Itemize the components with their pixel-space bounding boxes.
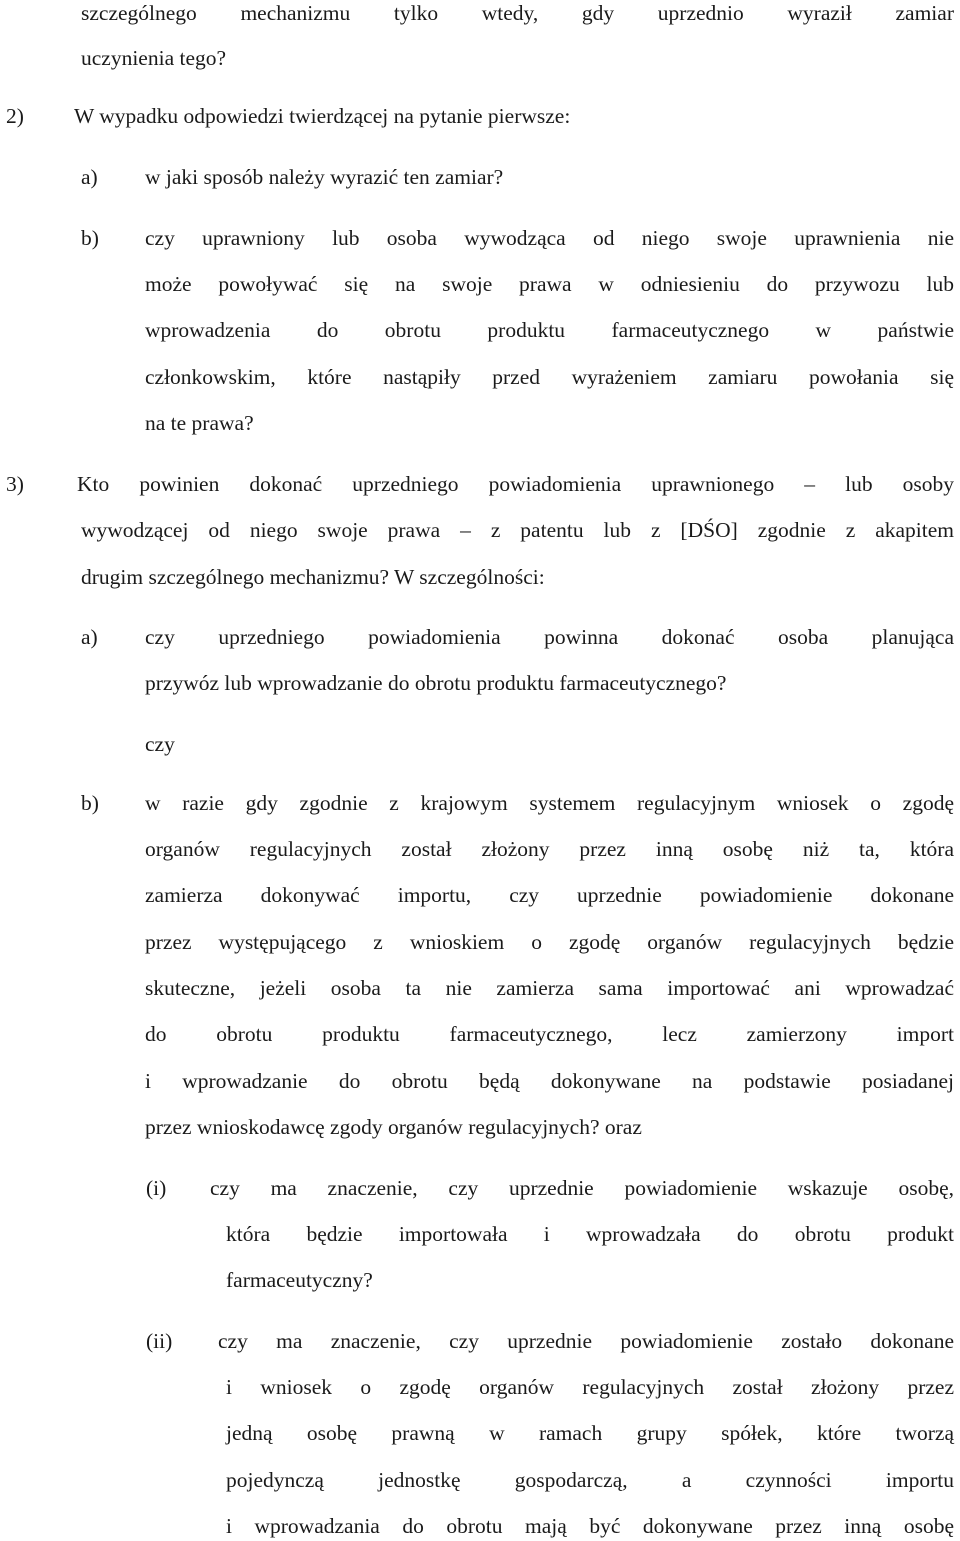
question-2b-line-5: na te prawa? <box>145 411 254 435</box>
question-2b-label: b) <box>81 226 99 250</box>
question-3b-line-3: zamierza dokonywać importu, czy uprzednie powiadomienie dokonane <box>145 883 954 907</box>
question-2-number: 2) <box>6 104 24 128</box>
question-3b-ii-line-5: i wprowadzania do obrotu mają być dokonywane przez inną osobę <box>226 1514 954 1538</box>
question-3b-i-line-1: czy ma znaczenie, czy uprzednie powiadomienie wskazuje osobę, <box>210 1176 954 1200</box>
question-3b-i-line-2: która będzie importowała i wprowadzała do obrotu produkt <box>226 1222 954 1246</box>
question-3b-line-1: w razie gdy zgodnie z krajowym systemem regulacyjnym wniosek o zgodę <box>145 791 954 815</box>
question-3b-i-label: (i) <box>146 1176 167 1200</box>
question-3b-line-2: organów regulacyjnych został złożony przez inną osobę niż ta, która <box>145 837 954 861</box>
question-3b-ii-line-1: czy ma znaczenie, czy uprzednie powiadomienie zostało dokonane <box>218 1329 954 1353</box>
question-3-connector: czy <box>145 732 175 756</box>
question-2a-text: w jaki sposób należy wyrazić ten zamiar? <box>145 165 504 189</box>
question-3b-ii-line-3: jedną osobę prawną w ramach grupy spółek, które tworzą <box>226 1421 954 1445</box>
question-3-line-2: wywodzącej od niego swoje prawa – z patentu lub z [DŚO] zgodnie z akapitem <box>81 518 954 542</box>
question-3b-label: b) <box>81 791 99 815</box>
question-3b-ii-label: (ii) <box>146 1329 173 1353</box>
question-2a-label: a) <box>81 165 98 189</box>
question-2b-line-2: może powoływać się na swoje prawa w odniesieniu do przywozu lub <box>145 272 954 296</box>
question-3a-line-2: przywóz lub wprowadzanie do obrotu produktu farmaceutycznego? <box>145 671 727 695</box>
question-3b-ii-line-2: i wniosek o zgodę organów regulacyjnych został złożony przez <box>226 1375 954 1399</box>
question-2b-line-4: członkowskim, które nastąpiły przed wyrażeniem zamiaru powołania się <box>145 365 954 389</box>
question-3b-line-5: skuteczne, jeżeli osoba ta nie zamierza sama importować ani wprowadzać <box>145 976 954 1000</box>
intro-line-1: szczególnego mechanizmu tylko wtedy, gdy uprzednio wyraził zamiar <box>81 1 954 25</box>
question-2b-line-1: czy uprawniony lub osoba wywodząca od niego swoje uprawnienia nie <box>145 226 954 250</box>
question-3b-line-7: i wprowadzanie do obrotu będą dokonywane na podstawie posiadanej <box>145 1069 954 1093</box>
question-3-line-3: drugim szczególnego mechanizmu? W szczególności: <box>81 565 545 589</box>
question-3a-line-1: czy uprzedniego powiadomienia powinna dokonać osoba planująca <box>145 625 954 649</box>
question-3b-ii-line-4: pojedynczą jednostkę gospodarczą, a czynności importu <box>226 1468 954 1492</box>
question-3-line-1: Kto powinien dokonać uprzedniego powiadomienia uprawnionego – lub osoby <box>77 472 954 496</box>
question-2-text: W wypadku odpowiedzi twierdzącej na pytanie pierwsze: <box>74 104 571 128</box>
intro-line-2: uczynienia tego? <box>81 46 227 70</box>
question-3b-line-6: do obrotu produktu farmaceutycznego, lecz zamierzony import <box>145 1022 954 1046</box>
question-3a-label: a) <box>81 625 98 649</box>
question-3b-line-4: przez występującego z wnioskiem o zgodę organów regulacyjnych będzie <box>145 930 954 954</box>
question-3-number: 3) <box>6 472 24 496</box>
question-3b-i-line-3: farmaceutyczny? <box>226 1268 373 1292</box>
question-3b-line-8: przez wnioskodawcę zgody organów regulacyjnych? oraz <box>145 1115 642 1139</box>
question-2b-line-3: wprowadzenia do obrotu produktu farmaceutycznego w państwie <box>145 318 954 342</box>
